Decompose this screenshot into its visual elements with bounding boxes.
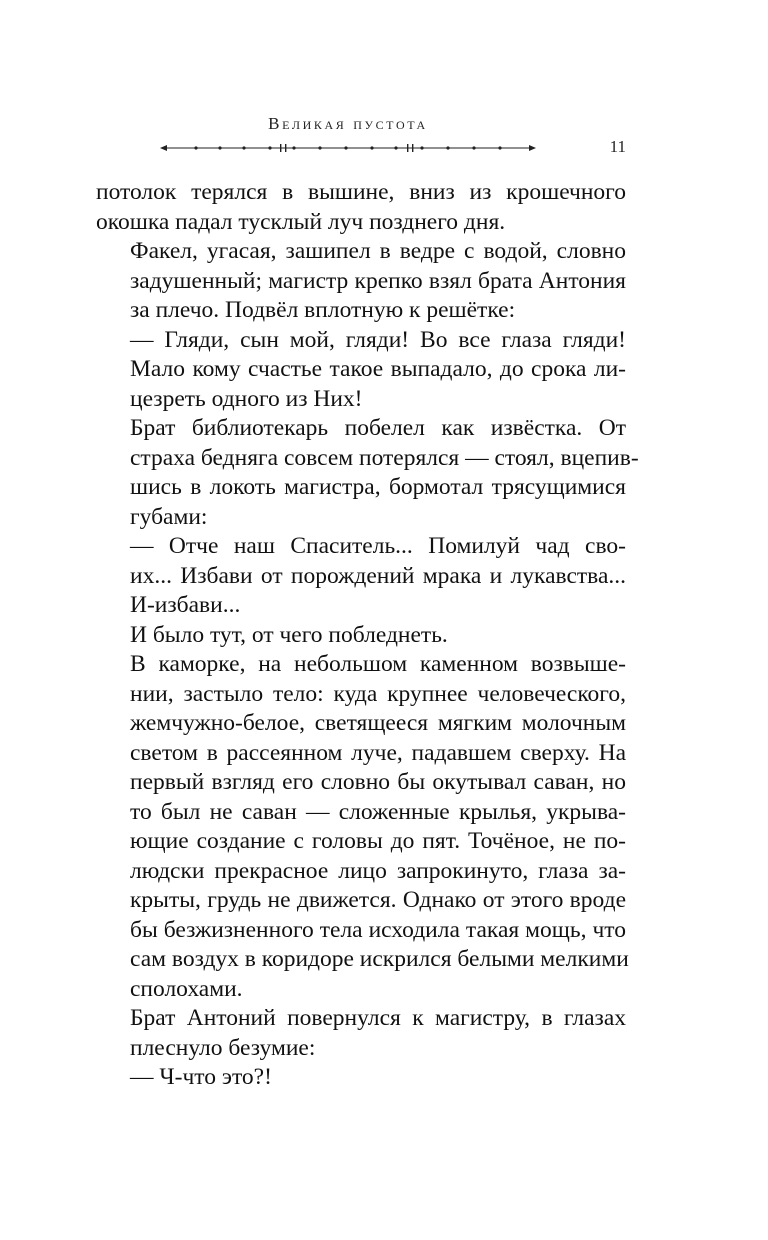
text-line: людски прекрасное лицо запрокинуто, глаза за- [130,857,626,884]
text-line: — Гляди, сын мой, гляди! Во все глаза гляди! [130,326,626,353]
text-line: их... Избави от порождений мрака и лукавства... [130,562,626,589]
text-line: Факел, угасая, зашипел в ведре с водой, словно [130,238,626,264]
text-line: Брат Антоний повернулся к магистру, в глазах [130,1005,626,1031]
text-line: светом в рассеянном луче, падавшем сверху. На [130,739,626,766]
paragraph [96,1004,626,1063]
text-line: сполохами. [130,975,243,1002]
text-line: задушенный; магистр крепко взял брата Антония [130,267,626,294]
text-line: за плечо. Подвёл вплотную к решётке: [130,297,516,323]
text-line: губами: [130,503,208,530]
paragraph [96,650,629,1004]
text-line: нии, застыло тело: куда крупнее человеческого, [130,680,626,707]
header-ornament-rule [160,139,536,157]
paragraph [96,1063,626,1093]
text-line: жемчужно-белое, светящееся мягким молочным [130,710,626,736]
text-line: плеснуло безумие: [130,1034,316,1061]
paragraph [96,326,626,415]
paragraph [96,237,626,326]
text-line: ющие создание с головы до пят. Точёное, не по- [130,828,626,854]
running-head-title: Великая пустота [268,114,428,133]
body-text [96,178,639,1093]
text-line: сам воздух в коридоре искрился белыми мелкими [130,946,629,972]
text-line: крыты, грудь не движется. Однако от этого вроде [130,887,626,913]
text-line: — Ч-что это?! [130,1064,272,1090]
page-number: 11 [609,137,626,156]
text-line: окошка падал тусклый луч позднего дня. [96,208,506,235]
text-line: первый взгляд его словно бы окутывал саван, но [130,769,626,795]
paragraph [96,532,626,621]
text-line: И было тут, от чего побледнеть. [130,621,448,648]
text-line: то был не саван — сложенные крылья, укрыва- [130,798,626,825]
paragraph [96,414,639,532]
text-line: В каморке, на небольшом каменном возвыше- [130,651,626,677]
text-line: Брат библиотекарь побелел как извёстка. От [130,415,626,441]
text-line: — Отче наш Спаситель... Помилуй чад сво- [130,533,626,559]
text-line: цезреть одного из Них! [130,385,363,412]
text-line: Мало кому счастье такое выпадало, до срока ли- [130,356,626,382]
paragraph [96,621,626,651]
text-line: бы безжизненного тела исходила такая мощь, что [130,916,626,943]
text-line: шись в локоть магистра, бормотал трясущимися [130,474,626,500]
text-line: страха бедняга совсем потерялся — стоял, вцепив- [130,444,639,471]
paragraph [96,178,626,237]
text-line: И-избави... [130,592,241,618]
text-line: потолок терялся в вышине, вниз из крошечного [96,179,626,205]
